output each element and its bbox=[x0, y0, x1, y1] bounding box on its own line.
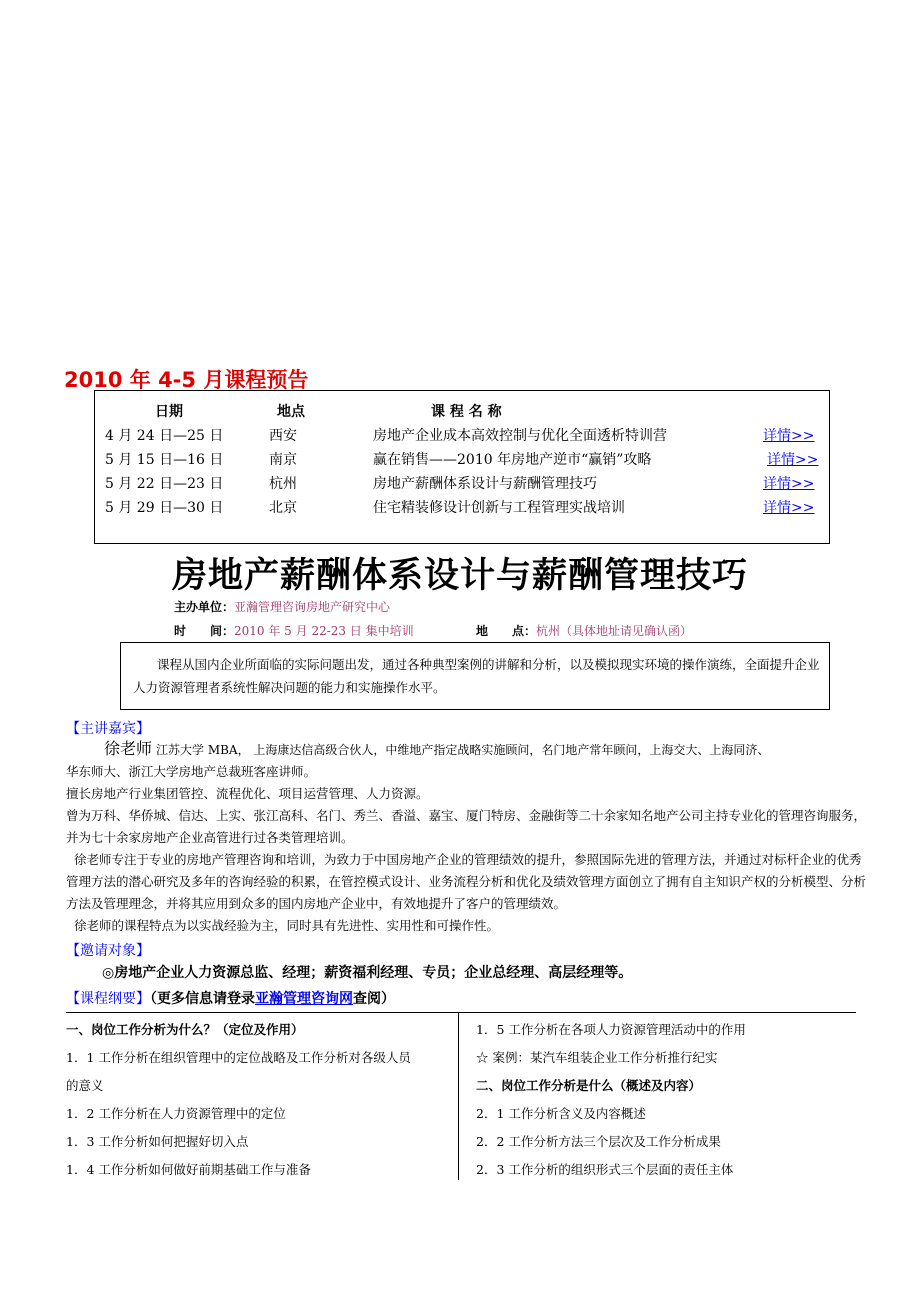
schedule-detail-link[interactable]: 详情>> bbox=[763, 476, 815, 492]
outline-top-rule bbox=[66, 1012, 856, 1013]
schedule-header-date: 日期 bbox=[155, 404, 183, 420]
organizer-line bbox=[174, 598, 390, 615]
outline-item: 1．5 工作分析在各项人力资源管理活动中的作用 bbox=[476, 1022, 746, 1037]
time-value: 2010 年 5 月 22-23 日 集中培训 bbox=[234, 624, 414, 638]
outline-note-pre: （更多信息请登录 bbox=[150, 991, 255, 1007]
speaker-profile: 徐老师专注于专业的房地产管理咨询和培训，为致力于中国房地产企业的管理绩效的提升，参照国际先进的管理方法，并通过对标杆企业的优秀管理方法的潜心研究及多年的咨询经验的积累，在管控模式设计、业务流程分析和优化及绩效管理方面创立了拥有自主知识产权的分析模型、分析方法及管理理念，并将其应用到众多的国内房地产企业中，有效地提升了客户的管理绩效。 bbox=[66, 852, 867, 911]
speaker-style: 徐老师的课程特点为以实战经验为主，同时具有先进性、实用性和可操作性。 bbox=[74, 918, 500, 933]
time-label: 时 间： bbox=[174, 624, 235, 638]
place-value: 杭州（具体地址请见确认函） bbox=[536, 624, 693, 638]
outline-column-divider bbox=[458, 1012, 459, 1180]
time-line bbox=[174, 622, 414, 639]
schedule-row bbox=[95, 425, 829, 449]
outline-item: 1．3 工作分析如何把握好切入点 bbox=[66, 1134, 249, 1149]
outline-item: 2．2 工作分析方法三个层次及工作分析成果 bbox=[476, 1134, 721, 1149]
outline-site-link[interactable]: 亚瀚管理咨询网 bbox=[255, 991, 353, 1007]
schedule-date: 5 月 29 日—30 日 bbox=[105, 500, 224, 516]
speaker-bio bbox=[66, 738, 866, 937]
outline-section-heading bbox=[66, 988, 395, 1008]
schedule-place: 南京 bbox=[269, 452, 297, 468]
schedule-course: 房地产薪酬体系设计与薪酬管理技巧 bbox=[373, 476, 597, 492]
schedule-date: 5 月 22 日—23 日 bbox=[105, 476, 224, 492]
outline-item: ☆ 案例：某汽车组装企业工作分析推行纪实 bbox=[476, 1050, 718, 1065]
schedule-date: 4 月 24 日—25 日 bbox=[105, 428, 224, 444]
schedule-place: 北京 bbox=[269, 500, 297, 516]
place-label: 地 点： bbox=[476, 624, 537, 638]
speaker-name: 徐老师 bbox=[104, 739, 153, 758]
course-intro-text: 课程从国内企业所面临的实际问题出发，通过各种典型案例的讲解和分析，以及模拟现实环境的操作演练，全面提升企业人力资源管理者系统性解决问题的能力和实施操作水平。 bbox=[133, 657, 820, 695]
outline-section-label: 【课程纲要】 bbox=[66, 991, 150, 1007]
speaker-line1: 江苏大学 MBA， 上海康达信高级合伙人，中维地产指定战略实施顾问，名门地产常年顾问，上海交大、上海同济、 bbox=[156, 743, 770, 757]
speaker-section-heading bbox=[66, 718, 150, 738]
audience-section-heading bbox=[66, 940, 150, 960]
schedule-detail-link[interactable]: 详情>> bbox=[763, 428, 815, 444]
outline-item: 1．1 工作分析在组织管理中的定位战略及工作分析对各级人员 bbox=[66, 1050, 411, 1065]
outline-item: 1．2 工作分析在人力资源管理中的定位 bbox=[66, 1106, 286, 1121]
schedule-header-course: 课 程 名 称 bbox=[431, 404, 502, 420]
outline-item: 二、岗位工作分析是什么（概述及内容） bbox=[476, 1078, 702, 1093]
schedule-place: 杭州 bbox=[269, 476, 297, 492]
outline-item: 的意义 bbox=[66, 1078, 104, 1093]
outline-right-column bbox=[476, 1016, 866, 1184]
schedule-title: 2010 年 4-5 月课程预告 bbox=[64, 368, 309, 392]
course-title: 房地产薪酬体系设计与薪酬管理技巧 bbox=[171, 556, 748, 596]
audience-text: ◎房地产企业人力资源总监、经理；薪资福利经理、专员；企业总经理、高层经理等。 bbox=[102, 965, 633, 981]
speaker-clients: 曾为万科、华侨城、信达、上实、张江高科、名门、秀兰、香溢、嘉宝、厦门特房、金融街等二十余家知名地产公司主持专业化的管理咨询服务，并为七十余家房地产企业高管进行过各类管理培训。 bbox=[66, 808, 867, 845]
schedule-row bbox=[95, 449, 829, 473]
schedule-course: 住宅精装修设计创新与工程管理实战培训 bbox=[373, 500, 625, 516]
outline-left-column bbox=[66, 1016, 456, 1184]
audience-section-label: 【邀请对象】 bbox=[66, 943, 150, 959]
speaker-line2: 华东师大、浙江大学房地产总裁班客座讲师。 bbox=[66, 764, 317, 779]
outline-item: 1．4 工作分析如何做好前期基础工作与准备 bbox=[66, 1162, 311, 1177]
schedule-header-place: 地点 bbox=[277, 404, 305, 420]
schedule-course: 房地产企业成本高效控制与优化全面透析特训营 bbox=[373, 428, 667, 444]
organizer-value: 亚瀚管理咨询房地产研究中心 bbox=[234, 600, 391, 614]
outline-item: 2．3 工作分析的组织形式三个层面的责任主体 bbox=[476, 1162, 734, 1177]
schedule-place: 西安 bbox=[269, 428, 297, 444]
outline-item: 2．1 工作分析含义及内容概述 bbox=[476, 1106, 646, 1121]
speaker-expertise: 擅长房地产行业集团管控、流程优化、项目运营管理、人力资源。 bbox=[66, 786, 429, 801]
schedule-date: 5 月 15 日—16 日 bbox=[105, 452, 224, 468]
place-line bbox=[476, 622, 692, 639]
speaker-section-label: 【主讲嘉宾】 bbox=[66, 721, 150, 737]
outline-note-post: 查阅） bbox=[353, 991, 395, 1007]
schedule-row bbox=[95, 473, 829, 497]
schedule-course: 赢在销售——2010 年房地产逆市“赢销”攻略 bbox=[373, 452, 652, 468]
outline-item: 一、岗位工作分析为什么？（定位及作用） bbox=[66, 1022, 304, 1037]
schedule-detail-link[interactable]: 详情>> bbox=[767, 452, 819, 468]
organizer-label: 主办单位： bbox=[174, 600, 235, 614]
schedule-detail-link[interactable]: 详情>> bbox=[763, 500, 815, 516]
schedule-table bbox=[94, 390, 830, 544]
schedule-row bbox=[95, 497, 829, 521]
course-intro bbox=[120, 642, 830, 710]
